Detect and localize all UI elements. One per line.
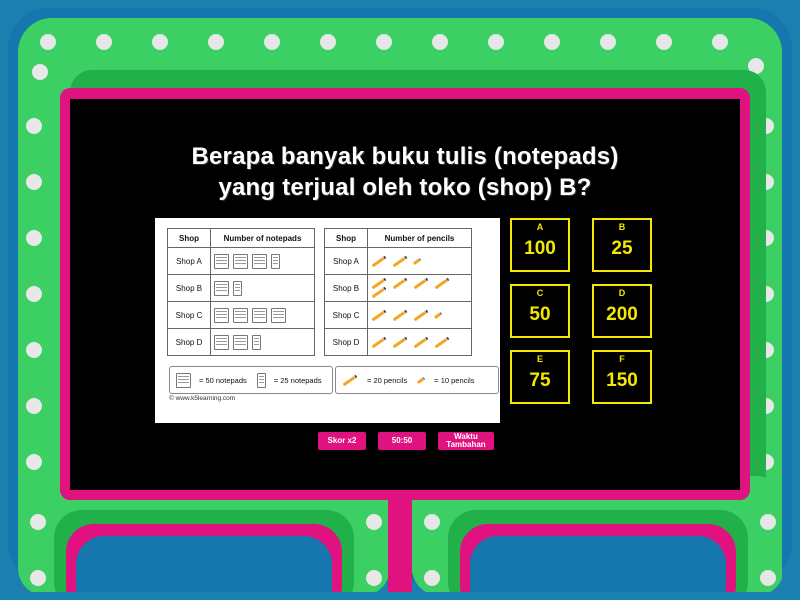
answer-value: 25	[611, 238, 633, 259]
question-image	[155, 218, 500, 423]
table-row	[168, 275, 315, 302]
table-row	[325, 248, 472, 275]
answer-option-d[interactable]	[592, 284, 652, 338]
answer-letter: E	[536, 354, 543, 364]
pencil-half-icon	[417, 376, 425, 383]
answer-value: 150	[606, 370, 638, 391]
powerup-extra-time-button[interactable]: Waktu Tambahan	[438, 432, 494, 450]
pencil-half-icon	[434, 312, 442, 319]
pencil-icon	[393, 310, 408, 322]
answer-letter: B	[618, 222, 626, 232]
pencils-row-shop: Shop C	[325, 302, 368, 329]
pencil-icon	[435, 337, 450, 349]
pencils-legend-full: = 20 pencils	[367, 375, 408, 385]
notepad-icon	[214, 308, 229, 323]
notepads-row-shop: Shop A	[168, 248, 211, 275]
notepad-half-icon	[271, 254, 280, 269]
answer-value: 100	[524, 238, 556, 259]
question-text	[70, 141, 740, 203]
answer-option-a[interactable]	[510, 218, 570, 272]
notepad-icon	[176, 373, 191, 388]
answer-value: 50	[529, 304, 551, 325]
notepads-th-shop: Shop	[168, 229, 211, 248]
table-row	[168, 248, 315, 275]
pencil-icon	[343, 374, 358, 386]
pencils-legend-half: = 10 pencils	[434, 375, 475, 385]
answer-letter: F	[619, 354, 625, 364]
notepad-icon	[214, 281, 229, 296]
notepads-row-shop: Shop D	[168, 329, 211, 356]
answer-option-f[interactable]	[592, 350, 652, 404]
pencil-icon	[393, 337, 408, 349]
notepad-icon	[214, 335, 229, 350]
pencils-th-shop: Shop	[325, 229, 368, 248]
powerup-bar	[318, 432, 494, 450]
notepad-icon	[214, 254, 229, 269]
image-credit: © www.k5learning.com	[169, 395, 236, 402]
answer-option-e[interactable]	[510, 350, 570, 404]
notepads-table	[167, 228, 315, 356]
pencils-row-icons	[368, 275, 472, 302]
notepads-row-icons	[211, 248, 315, 275]
notepad-half-icon	[233, 281, 242, 296]
pencils-row-icons	[368, 329, 472, 356]
notepads-row-icons	[211, 302, 315, 329]
pencil-icon	[372, 256, 387, 268]
pencils-legend	[335, 366, 499, 394]
pencil-icon	[414, 337, 429, 349]
notepad-half-icon	[257, 373, 266, 388]
answer-option-b[interactable]	[592, 218, 652, 272]
pencils-row-shop: Shop B	[325, 275, 368, 302]
answer-value: 75	[529, 370, 551, 391]
question-line-2: yang terjual oleh toko (shop) B?	[218, 174, 592, 201]
answer-value: 200	[606, 304, 638, 325]
powerup-fifty-fifty-button[interactable]: 50:50	[378, 432, 426, 450]
notepad-icon	[252, 308, 267, 323]
pencil-icon	[414, 310, 429, 322]
pencil-icon	[393, 256, 408, 268]
answer-letter: D	[618, 288, 626, 298]
pencil-icon	[372, 310, 387, 322]
pencil-icon	[393, 278, 408, 290]
notepad-icon	[271, 308, 286, 323]
notepads-th-count: Number of notepads	[211, 229, 315, 248]
answer-options	[510, 218, 710, 404]
pencils-row-icons	[368, 302, 472, 329]
powerup-double-score-button[interactable]: Skor x2	[318, 432, 366, 450]
answer-letter: A	[536, 222, 544, 232]
notepad-icon	[252, 254, 267, 269]
pencils-row-icons	[368, 248, 472, 275]
pictograph-tables	[167, 228, 472, 356]
table-row	[325, 275, 472, 302]
notepad-icon	[233, 335, 248, 350]
table-row	[168, 302, 315, 329]
notepad-half-icon	[252, 335, 261, 350]
pencil-icon	[414, 278, 429, 290]
answer-option-c[interactable]	[510, 284, 570, 338]
notepads-row-shop: Shop B	[168, 275, 211, 302]
notepads-legend	[169, 366, 333, 394]
notepads-legend-half: = 25 notepads	[273, 375, 322, 385]
table-row	[325, 329, 472, 356]
quiz-board	[70, 99, 740, 490]
table-row	[168, 329, 315, 356]
pencils-table	[324, 228, 472, 356]
answer-letter: C	[536, 288, 544, 298]
notepads-row-shop: Shop C	[168, 302, 211, 329]
pencil-icon	[372, 337, 387, 349]
notepads-row-icons	[211, 329, 315, 356]
notepads-legend-full: = 50 notepads	[199, 375, 247, 385]
pencils-th-count: Number of pencils	[368, 229, 472, 248]
pencil-half-icon	[413, 258, 421, 265]
notepad-icon	[233, 308, 248, 323]
notepads-row-icons	[211, 275, 315, 302]
pencil-icon	[435, 278, 450, 290]
pencils-row-shop: Shop A	[325, 248, 368, 275]
notepad-icon	[233, 254, 248, 269]
table-row	[325, 302, 472, 329]
question-line-1: Berapa banyak buku tulis (notepads)	[191, 143, 619, 170]
pencils-row-shop: Shop D	[325, 329, 368, 356]
